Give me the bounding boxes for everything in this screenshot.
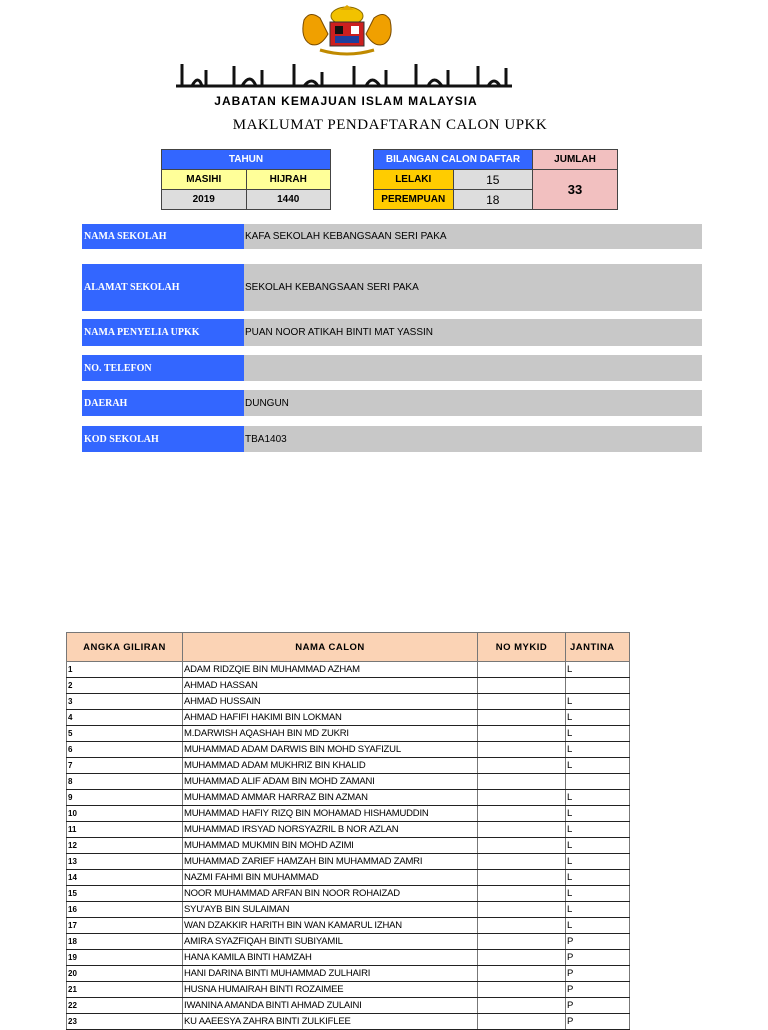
mykid-cell	[478, 694, 566, 710]
female-label: PEREMPUAN	[374, 190, 454, 210]
info-value: KAFA SEKOLAH KEBANGSAAN SERI PAKA	[244, 224, 702, 249]
candidate-name: HANA KAMILA BINTI HAMZAH	[183, 950, 478, 966]
count-header: BILANGAN CALON DAFTAR	[374, 150, 533, 170]
mykid-cell	[478, 934, 566, 950]
candidate-name: HUSNA HUMAIRAH BINTI ROZAIMEE	[183, 982, 478, 998]
gender-cell: L	[566, 758, 630, 774]
candidate-name: AHMAD HUSSAIN	[183, 694, 478, 710]
table-row	[67, 662, 630, 678]
table-row	[67, 758, 630, 774]
table-row	[67, 726, 630, 742]
row-number: 7	[67, 758, 183, 774]
male-label: LELAKI	[374, 170, 454, 190]
row-number: 18	[67, 934, 183, 950]
row-number: 15	[67, 886, 183, 902]
candidate-name: AHMAD HAFIFI HAKIMI BIN LOKMAN	[183, 710, 478, 726]
hijrah-year: 1440	[246, 190, 331, 210]
candidate-name: MUHAMMAD ADAM MUKHRIZ BIN KHALID	[183, 758, 478, 774]
row-number: 1	[67, 662, 183, 678]
info-row-school-address	[82, 264, 702, 311]
table-row	[67, 742, 630, 758]
total-header: JUMLAH	[533, 150, 618, 170]
candidate-name: NAZMI FAHMI BIN MUHAMMAD	[183, 870, 478, 886]
candidate-name: MUHAMMAD MUKMIN BIN MOHD AZIMI	[183, 838, 478, 854]
row-number: 2	[67, 678, 183, 694]
table-row	[67, 998, 630, 1014]
row-number: 6	[67, 742, 183, 758]
gender-cell: L	[566, 806, 630, 822]
mykid-cell	[478, 678, 566, 694]
info-value	[244, 355, 702, 381]
table-row	[67, 790, 630, 806]
candidate-name: MUHAMMAD IRSYAD NORSYAZRIL B NOR AZLAN	[183, 822, 478, 838]
gender-cell: L	[566, 902, 630, 918]
info-label: ALAMAT SEKOLAH	[82, 264, 244, 311]
row-number: 16	[67, 902, 183, 918]
row-number: 12	[67, 838, 183, 854]
info-label: NAMA PENYELIA UPKK	[82, 319, 244, 346]
table-row	[67, 870, 630, 886]
mykid-cell	[478, 742, 566, 758]
candidate-name: HANI DARINA BINTI MUHAMMAD ZULHAIRI	[183, 966, 478, 982]
gender-cell: L	[566, 870, 630, 886]
jakim-crest-logo	[290, 4, 404, 58]
gender-cell: L	[566, 854, 630, 870]
candidate-name: ADAM RIDZQIE BIN MUHAMMAD AZHAM	[183, 662, 478, 678]
female-count: 18	[453, 190, 533, 210]
row-number: 23	[67, 1014, 183, 1030]
gender-cell	[566, 678, 630, 694]
candidate-name: SYU'AYB BIN SULAIMAN	[183, 902, 478, 918]
table-row	[67, 982, 630, 998]
mykid-cell	[478, 774, 566, 790]
row-number: 9	[67, 790, 183, 806]
candidate-count-table	[373, 149, 618, 210]
row-number: 19	[67, 950, 183, 966]
mykid-cell	[478, 886, 566, 902]
table-row	[67, 886, 630, 902]
candidate-name: IWANINA AMANDA BINTI AHMAD ZULAINI	[183, 998, 478, 1014]
candidate-name: MUHAMMAD HAFIY RIZQ BIN MOHAMAD HISHAMUDDIN	[183, 806, 478, 822]
gender-cell: L	[566, 918, 630, 934]
table-row	[67, 774, 630, 790]
gender-cell: P	[566, 1014, 630, 1030]
mykid-cell	[478, 950, 566, 966]
table-row	[67, 710, 630, 726]
gender-cell: L	[566, 790, 630, 806]
candidate-name: MUHAMMAD ADAM DARWIS BIN MOHD SYAFIZUL	[183, 742, 478, 758]
table-row	[67, 678, 630, 694]
mykid-cell	[478, 790, 566, 806]
gender-cell: L	[566, 726, 630, 742]
mykid-cell	[478, 822, 566, 838]
mykid-cell	[478, 982, 566, 998]
candidate-name: NOOR MUHAMMAD ARFAN BIN NOOR ROHAIZAD	[183, 886, 478, 902]
table-row	[67, 902, 630, 918]
mykid-cell	[478, 998, 566, 1014]
info-row-school-name	[82, 224, 702, 249]
table-row	[67, 950, 630, 966]
mykid-cell	[478, 966, 566, 982]
info-value: PUAN NOOR ATIKAH BINTI MAT YASSIN	[244, 319, 702, 346]
masihi-year: 2019	[162, 190, 247, 210]
mykid-cell	[478, 870, 566, 886]
info-value: TBA1403	[244, 426, 702, 452]
mykid-cell	[478, 854, 566, 870]
candidate-name: MUHAMMAD AMMAR HARRAZ BIN AZMAN	[183, 790, 478, 806]
row-number: 11	[67, 822, 183, 838]
table-row	[67, 966, 630, 982]
male-count: 15	[453, 170, 533, 190]
info-row-school-code	[82, 426, 702, 452]
row-number: 8	[67, 774, 183, 790]
info-label: NAMA SEKOLAH	[82, 224, 244, 249]
table-row	[67, 934, 630, 950]
row-number: 17	[67, 918, 183, 934]
table-row	[67, 694, 630, 710]
candidate-name: M.DARWISH AQASHAH BIN MD ZUKRI	[183, 726, 478, 742]
table-row	[67, 822, 630, 838]
candidate-name: MUHAMMAD ALIF ADAM BIN MOHD ZAMANI	[183, 774, 478, 790]
candidate-name: KU AAEESYA ZAHRA BINTI ZULKIFLEE	[183, 1014, 478, 1030]
row-number: 21	[67, 982, 183, 998]
gender-cell: P	[566, 934, 630, 950]
row-number: 5	[67, 726, 183, 742]
row-number: 4	[67, 710, 183, 726]
table-row	[67, 918, 630, 934]
gender-cell: P	[566, 998, 630, 1014]
form-title: MAKLUMAT PENDAFTARAN CALON UPKK	[232, 117, 548, 133]
info-value: SEKOLAH KEBANGSAAN SERI PAKA	[244, 264, 702, 311]
gender-cell: L	[566, 822, 630, 838]
row-number: 10	[67, 806, 183, 822]
gender-cell: L	[566, 710, 630, 726]
gender-cell: L	[566, 838, 630, 854]
department-name: JABATAN KEMAJUAN ISLAM MALAYSIA	[214, 94, 478, 108]
mykid-cell	[478, 1014, 566, 1030]
info-label: NO. TELEFON	[82, 355, 244, 381]
candidate-table-body	[67, 662, 630, 1030]
gender-cell: P	[566, 950, 630, 966]
gender-cell: P	[566, 982, 630, 998]
table-row	[67, 1014, 630, 1030]
column-header-gender: JANTINA	[566, 633, 630, 662]
candidate-table	[66, 632, 630, 1030]
gender-cell: L	[566, 742, 630, 758]
row-number: 13	[67, 854, 183, 870]
column-header-number: ANGKA GILIRAN	[67, 633, 183, 662]
year-header: TAHUN	[162, 150, 331, 170]
mykid-cell	[478, 918, 566, 934]
table-row	[67, 806, 630, 822]
table-row	[67, 854, 630, 870]
gender-cell	[566, 774, 630, 790]
info-row-supervisor	[82, 319, 702, 346]
table-row	[67, 838, 630, 854]
jawi-title	[172, 60, 520, 94]
mykid-cell	[478, 726, 566, 742]
row-number: 20	[67, 966, 183, 982]
info-label: KOD SEKOLAH	[82, 426, 244, 452]
candidate-name: MUHAMMAD ZARIEF HAMZAH BIN MUHAMMAD ZAMRI	[183, 854, 478, 870]
total-count: 33	[533, 170, 618, 210]
row-number: 14	[67, 870, 183, 886]
mykid-cell	[478, 662, 566, 678]
column-header-mykid: NO MYKID	[478, 633, 566, 662]
hijrah-label: HIJRAH	[246, 170, 331, 190]
masihi-label: MASIHI	[162, 170, 247, 190]
info-row-phone	[82, 355, 702, 381]
row-number: 3	[67, 694, 183, 710]
gender-cell: P	[566, 966, 630, 982]
gender-cell: L	[566, 694, 630, 710]
column-header-name: NAMA CALON	[183, 633, 478, 662]
gender-cell: L	[566, 662, 630, 678]
mykid-cell	[478, 838, 566, 854]
candidate-name: AMIRA SYAZFIQAH BINTI SUBIYAMIL	[183, 934, 478, 950]
mykid-cell	[478, 710, 566, 726]
info-row-district	[82, 390, 702, 416]
mykid-cell	[478, 806, 566, 822]
year-table	[161, 149, 331, 210]
row-number: 22	[67, 998, 183, 1014]
mykid-cell	[478, 758, 566, 774]
mykid-cell	[478, 902, 566, 918]
gender-cell: L	[566, 886, 630, 902]
candidate-name: WAN DZAKKIR HARITH BIN WAN KAMARUL IZHAN	[183, 918, 478, 934]
info-label: DAERAH	[82, 390, 244, 416]
candidate-name: AHMAD HASSAN	[183, 678, 478, 694]
info-value: DUNGUN	[244, 390, 702, 416]
